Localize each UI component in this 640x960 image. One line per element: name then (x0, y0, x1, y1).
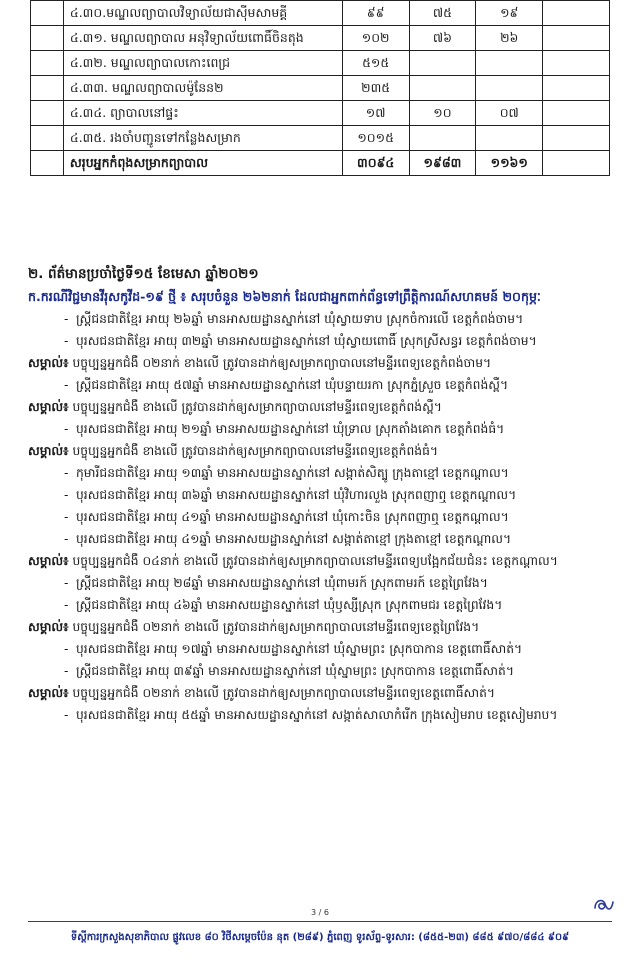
female-count-cell (476, 126, 543, 151)
case-text: បុរសជនជាតិខ្មែរ អាយុ ៣៦ឆ្នាំ មានអាសយដ្ឋានស្នាក់នៅ ឃុំវិហារលួង ស្រុកពញាឮ ខេត្តកណ្តាល។ (76, 488, 517, 502)
bullet-dash: - (64, 598, 69, 612)
case-item (28, 484, 618, 506)
male-count-cell: ១៩៨៣ (409, 151, 476, 176)
blank-cell (31, 76, 64, 101)
case-text: បុរសជនជាតិខ្មែរ អាយុ ៤១ឆ្នាំ មានអាសយដ្ឋានស្នាក់នៅ ឃុំកោះចិន ស្រុកពញាឮ ខេត្តកណ្តាល។ (76, 510, 509, 524)
note-label: សម្គាល់៖ (28, 356, 69, 370)
total-count-cell: ៩៩ (342, 1, 409, 26)
female-count-cell: ២៦ (476, 26, 543, 51)
male-count-cell (409, 76, 476, 101)
bullet-dash: - (64, 642, 69, 656)
blank-cell (31, 126, 64, 151)
male-count-cell: ៧៦ (409, 26, 476, 51)
male-count-cell: ៧៥ (409, 1, 476, 26)
center-name-cell: ៤.៣៣. មណ្ឌលព្យាបាលម៉ូនែន២ (63, 76, 342, 101)
note-item (28, 440, 618, 462)
bullet-dash: - (64, 422, 69, 436)
case-item (28, 308, 618, 330)
blank-cell (31, 51, 64, 76)
note-text: បច្ចុប្បន្នអ្នកជំងឺ ខាងលើ ត្រូវបានដាក់ឲ្យសម្រាកព្យាបាលនៅមន្ទីរពេទ្យខេត្តកំពង់ធំ។ (68, 444, 438, 458)
case-text: បុរសជនជាតិខ្មែរ អាយុ ២១ឆ្នាំ មានអាសយដ្ឋានស្នាក់នៅ ឃុំទ្រាល ស្រុកតាំងគោក ខេត្តកំពង់ធំ។ (76, 422, 505, 436)
blank-cell (31, 1, 64, 26)
bullet-dash: - (64, 708, 69, 722)
section-heading: ក.ករណីវិជ្ជមានវីរុសកូវីដ-១៩ ថ្មី ៖ សរុបចំនួន ២៦២នាក់ ដែលជាអ្នកពាក់ព័ន្ធទៅព្រឹត្តិការណ៍សហគមន៍ ២០កុម្ភៈ (28, 289, 541, 304)
blank-cell (543, 51, 610, 76)
case-item (28, 704, 618, 726)
note-text: បច្ចុប្បន្នអ្នកជំងឺ ០២នាក់ ខាងលើ ត្រូវបានដាក់ឲ្យសម្រាកព្យាបាលនៅមន្ទីរពេទ្យខេត្តកំពង់ចាម។ (68, 356, 492, 370)
table-row (31, 51, 610, 76)
total-count-cell: ១៧ (342, 101, 409, 126)
note-item (28, 396, 618, 418)
bullet-dash: - (64, 664, 69, 678)
case-item (28, 660, 618, 682)
note-item (28, 616, 618, 638)
note-label: សម្គាល់៖ (28, 400, 69, 414)
bullet-dash: - (64, 532, 69, 546)
case-text: ស្ត្រីជនជាតិខ្មែរ អាយុ ៥៧ឆ្នាំ មានអាសយដ្ឋានស្នាក់នៅ ឃុំបន្ទាយរកា ស្រុកភ្នំស្រួច ខេត្តកំពង់ស្ពឺ។ (76, 378, 509, 392)
case-item (28, 572, 618, 594)
blank-cell (31, 101, 64, 126)
male-count-cell: ១០ (409, 101, 476, 126)
total-count-cell: ១០១៥ (342, 126, 409, 151)
table-total-row (31, 151, 610, 176)
case-text: ស្ត្រីជនជាតិខ្មែរ អាយុ ៣៩ឆ្នាំ មានអាសយដ្ឋានស្នាក់នៅ ឃុំស្នាមព្រះ ស្រុកបាកាន ខេត្តពោធិ៍សាត់។ (76, 664, 514, 678)
blank-cell (543, 101, 610, 126)
female-count-cell: ០៧ (476, 101, 543, 126)
note-text: បច្ចុប្បន្នអ្នកជំងឺ ០៤នាក់ ខាងលើ ត្រូវបានដាក់ឲ្យសម្រាកព្យាបាលនៅមន្ទីរពេទ្យបង្អែកជ័យជំនះ ខេត្តកណ្តាល។ (68, 554, 558, 568)
case-text: កុមារីជនជាតិខ្មែរ អាយុ ១៣ឆ្នាំ មានអាសយដ្ឋានស្នាក់នៅ សង្កាត់សិត្បូ ក្រុងតាខ្មៅ ខេត្តកណ្តាល។ (76, 466, 509, 480)
blank-cell (543, 151, 610, 176)
note-item (28, 352, 618, 374)
table-row (31, 26, 610, 51)
bullet-dash: - (64, 312, 69, 326)
blank-cell (543, 26, 610, 51)
center-name-cell: ៤.៣៤. ព្យាបាលនៅផ្ទះ (63, 101, 342, 126)
case-item (28, 330, 618, 352)
bullet-dash: - (64, 510, 69, 524)
case-text: ស្ត្រីជនជាតិខ្មែរ អាយុ ២៨ឆ្នាំ មានអាសយដ្ឋានស្នាក់នៅ ឃុំពាមរក៍ ស្រុកពាមរក៍ ខេត្តព្រៃវែង។ (76, 576, 488, 590)
footer-address: ទីស្តីការក្រសួងសុខាភិបាល ផ្លូវលេខ ៨០ វិថីសម្តេចប៉ែន នុត (២៨៩) ភ្នំពេញ ទូរស័ព្ទ-ទូរសារ: (៨៥៥-២៣) ៨៨៥ ៩៧០/៨៨៤ ៩០៩ (70, 932, 570, 943)
table-row (31, 126, 610, 151)
male-count-cell (409, 51, 476, 76)
blank-cell (31, 151, 64, 176)
note-item (28, 550, 618, 572)
total-count-cell: ៣០៩៤ (342, 151, 409, 176)
total-count-cell: ៥១៥ (342, 51, 409, 76)
center-name-cell: ៤.៣២. មណ្ឌលព្យាបាលកោះពេជ្រ (63, 51, 342, 76)
bullet-dash: - (64, 466, 69, 480)
table-row (31, 76, 610, 101)
note-label: សម្គាល់៖ (28, 444, 69, 458)
female-count-cell (476, 51, 543, 76)
daily-report-section (28, 262, 618, 726)
note-text: បច្ចុប្បន្នអ្នកជំងឺ ០២នាក់ ខាងលើ ត្រូវបានដាក់ឲ្យសម្រាកព្យាបាលនៅមន្ទីរពេទ្យខេត្តព្រៃវែង។ (68, 620, 480, 634)
center-name-cell: ៤.៣១. មណ្ឌលព្យាបាល អនុវិទ្យាល័យពោធិ៍ចិនតុង (63, 26, 342, 51)
blank-cell (543, 1, 610, 26)
bullet-dash: - (64, 576, 69, 590)
female-count-cell (476, 76, 543, 101)
male-count-cell (409, 126, 476, 151)
case-item (28, 638, 618, 660)
blank-cell (31, 26, 64, 51)
bullet-dash: - (64, 334, 69, 348)
case-text: ស្ត្រីជនជាតិខ្មែរ អាយុ ៤៦ឆ្នាំ មានអាសយដ្ឋានស្នាក់នៅ ឃុំឫស្សីស្រុក ស្រុកពាមជរ ខេត្តព្រៃវែង។ (76, 598, 503, 612)
case-item (28, 462, 618, 484)
table-row (31, 101, 610, 126)
page-number: 3 / 6 (311, 908, 329, 917)
case-item (28, 418, 618, 440)
bullet-dash: - (64, 378, 69, 392)
blank-cell (543, 126, 610, 151)
case-text: ស្ត្រីជនជាតិខ្មែរ អាយុ ២៦ឆ្នាំ មានអាសយដ្ឋានស្នាក់នៅ ឃុំស្វាយទាប ស្រុកចំការលើ ខេត្តកំពង់ចាម។ (76, 312, 524, 326)
female-count-cell: ១៩ (476, 1, 543, 26)
note-label: សម្គាល់៖ (28, 554, 69, 568)
case-item (28, 506, 618, 528)
note-label: សម្គាល់៖ (28, 620, 69, 634)
case-list (28, 308, 618, 726)
note-text: បច្ចុប្បន្នអ្នកជំងឺ ខាងលើ ត្រូវបានដាក់ឲ្យសម្រាកព្យាបាលនៅមន្ទីរពេទ្យខេត្តកំពង់ស្ពឺ។ (68, 400, 442, 414)
bullet-dash: - (64, 488, 69, 502)
table-row (31, 1, 610, 26)
case-text: បុរសជនជាតិខ្មែរ អាយុ ១៧ឆ្នាំ មានអាសយដ្ឋានស្នាក់នៅ ឃុំស្នាមព្រះ ស្រុកបាកាន ខេត្តពោធិ៍សាត់។ (76, 642, 523, 656)
center-name-cell: ៤.៣៥. រងចាំបញ្ជូនទៅកន្លែងសម្រាក (63, 126, 342, 151)
treatment-centers-table (30, 0, 610, 176)
note-label: សម្គាល់៖ (28, 686, 69, 700)
case-item (28, 374, 618, 396)
case-item (28, 594, 618, 616)
total-count-cell: ២៣៥ (342, 76, 409, 101)
footer-divider (28, 921, 612, 922)
section-title: ២. ព័ត៌មានប្រចាំថ្ងៃទី១៥ ខែមេសា ឆ្នាំ២០២១ (28, 266, 259, 282)
note-text: បច្ចុប្បន្នអ្នកជំងឺ ០២នាក់ ខាងលើ ត្រូវបានដាក់ឲ្យសម្រាកព្យាបាលនៅមន្ទីរពេទ្យខេត្តពោធិ៍សាត់។ (68, 686, 496, 700)
total-count-cell: ១០២ (342, 26, 409, 51)
case-text: បុរសជនជាតិខ្មែរ អាយុ ៥៥ឆ្នាំ មានអាសយដ្ឋានស្នាក់នៅ សង្កាត់សាលាកំរើក ក្រុងសៀមរាប ខេត្តសៀមរាប។ (76, 708, 558, 722)
center-name-cell: ៤.៣០.មណ្ឌលព្យាបាលវិទ្យាល័យជាស៊ីមសាមគ្គី (63, 1, 342, 26)
case-text: បុរសជនជាតិខ្មែរ អាយុ ៣២ឆ្នាំ មានអាសយដ្ឋានស្នាក់នៅ ឃុំស្វាយពោធិ៍ ស្រុកស្រីសន្ធរ ខេត្តកំពង់ចាម។ (76, 334, 537, 348)
note-item (28, 682, 618, 704)
case-item (28, 528, 618, 550)
blank-cell (543, 76, 610, 101)
case-text: បុរសជនជាតិខ្មែរ អាយុ ៤១ឆ្នាំ មានអាសយដ្ឋានស្នាក់នៅ សង្កាត់តាខ្មៅ ក្រុងតាខ្មៅ ខេត្តកណ្តាល។ (76, 532, 512, 546)
total-label-cell: សរុបអ្នកកំពុងសម្រាកព្យាបាល (63, 151, 342, 176)
female-count-cell: ១១៦១ (476, 151, 543, 176)
